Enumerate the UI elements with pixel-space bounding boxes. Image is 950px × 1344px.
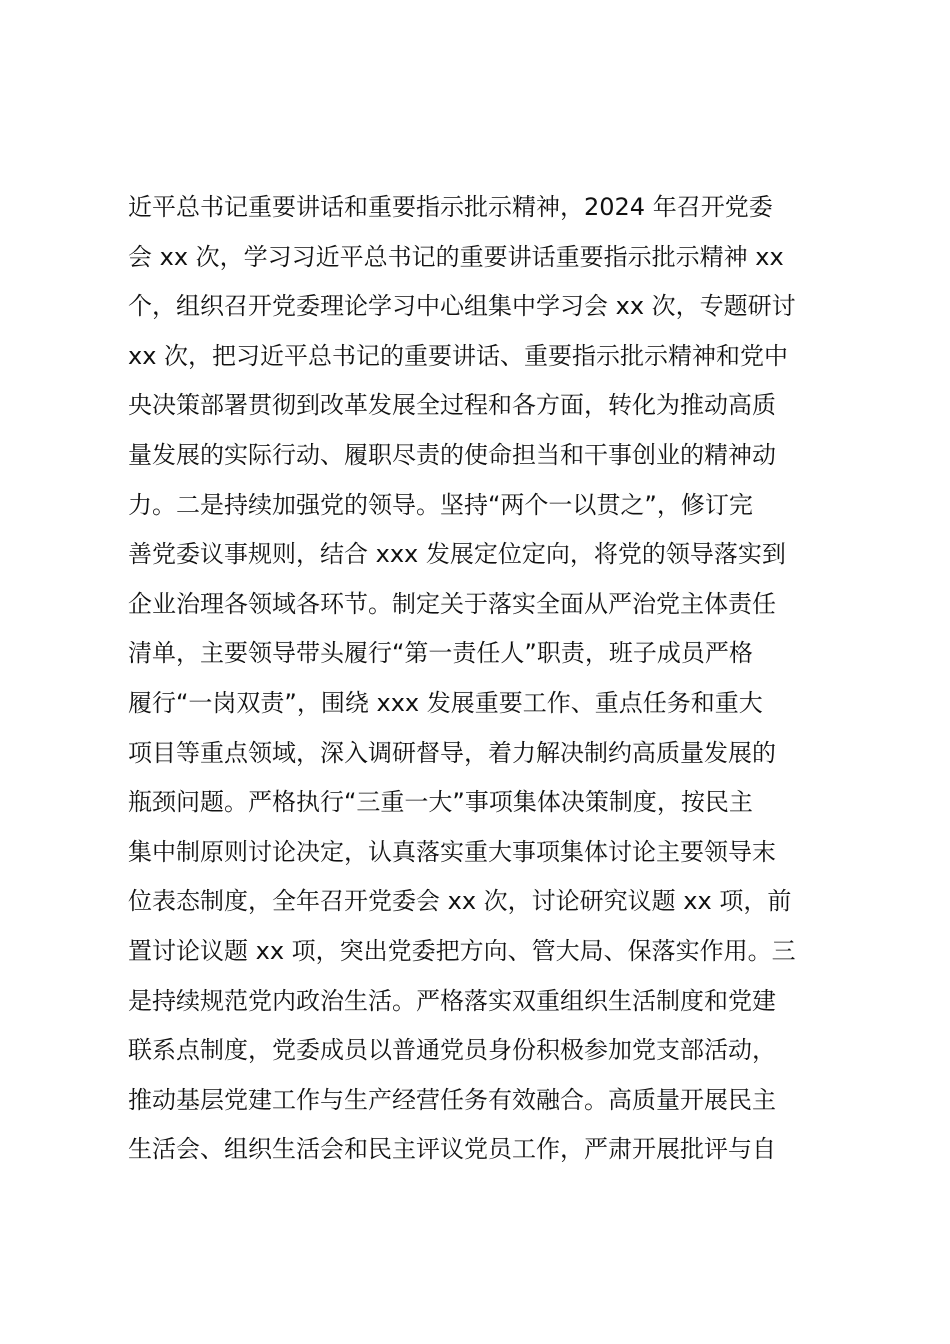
body-paragraph (128, 183, 848, 1175)
text-line: 会 xx 次，学习习近平总书记的重要讲话重要指示批示精神 xx (128, 242, 784, 271)
text-line: 集中制原则讨论决定，认真落实重大事项集体讨论主要领导末 (128, 837, 776, 866)
text-line: 瓶颈问题。严格执行“三重一大”事项集体决策制度，按民主 (128, 788, 753, 817)
text-line: 置讨论议题 xx 项，突出党委把方向、管大局、保落实作用。三 (128, 936, 796, 965)
text-line: 位表态制度，全年召开党委会 xx 次，讨论研究议题 xx 项，前 (128, 887, 792, 916)
text-line: 力。二是持续加强党的领导。坚持“两个一以贯之”，修订完 (128, 490, 753, 519)
text-line: 是持续规范党内政治生活。严格落实双重组织生活制度和党建 (128, 986, 776, 1015)
text-line: xx 次，把习近平总书记的重要讲话、重要指示批示精神和党中 (128, 341, 789, 370)
text-line: 近平总书记重要讲话和重要指示批示精神，2024 年召开党委 (128, 193, 773, 221)
text-line: 企业治理各领域各环节。制定关于落实全面从严治党主体责任 (128, 589, 776, 618)
text-line: 清单，主要领导带头履行“第一责任人”职责，班子成员严格 (128, 639, 753, 668)
text-line: 善党委议事规则，结合 xxx 发展定位定向，将党的领导落实到 (128, 540, 786, 569)
text-line: 联系点制度，党委成员以普通党员身份积极参加党支部活动， (128, 1036, 776, 1065)
text-line: 央决策部署贯彻到改革发展全过程和各方面，转化为推动高质 (128, 391, 776, 420)
text-line: 推动基层党建工作与生产经营任务有效融合。高质量开展民主 (128, 1085, 776, 1114)
text-line: 个，组织召开党委理论学习中心组集中学习会 xx 次，专题研讨 (128, 292, 796, 321)
text-line: 履行“一岗双责”，围绕 xxx 发展重要工作、重点任务和重大 (128, 688, 763, 717)
text-line: 量发展的实际行动、履职尽责的使命担当和干事创业的精神动 (128, 440, 776, 469)
text-line: 生活会、组织生活会和民主评议党员工作，严肃开展批评与自 (128, 1135, 776, 1164)
text-line: 项目等重点领域，深入调研督导，着力解决制约高质量发展的 (128, 738, 776, 767)
